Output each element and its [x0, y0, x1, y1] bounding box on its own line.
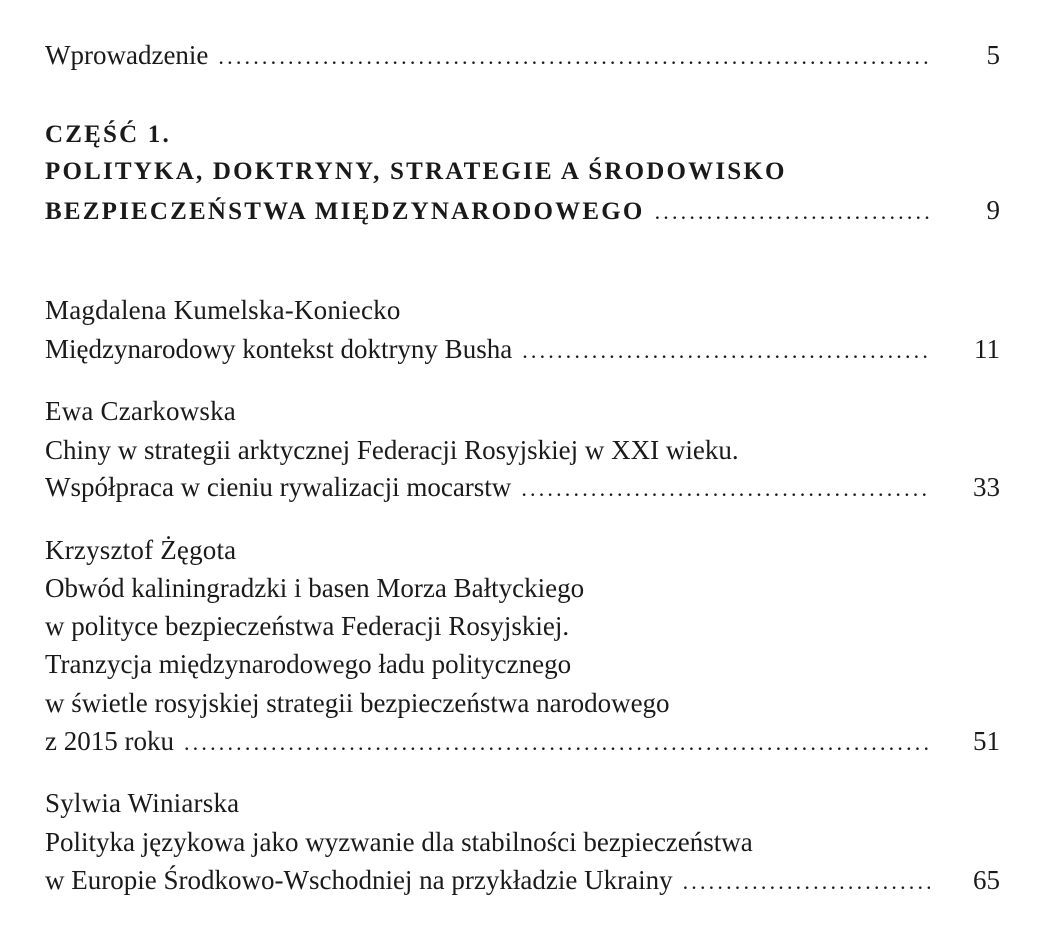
toc-entry[interactable] [45, 467, 1000, 507]
part-title-line-1: POLITYKA, DOKTRYNY, STRATEGIE A ŚRODOWISKO [45, 158, 787, 185]
dot-leader [218, 37, 930, 77]
toc-entry[interactable] [45, 860, 1000, 900]
entry-title-line: Obwód kaliningradzki i basen Morza Bałtyckiego [45, 573, 585, 603]
page-number: 65 [973, 865, 1000, 895]
page-number: 11 [974, 334, 1000, 364]
entry-title: Międzynarodowy kontekst doktryny Busha [45, 334, 513, 364]
entry-title-line: w świetle rosyjskiej strategii bezpieczeństwa narodowego [45, 688, 670, 718]
dot-leader [521, 469, 930, 509]
dot-leader [522, 331, 930, 371]
entry-author: Krzysztof Żęgota [45, 535, 237, 565]
part-title-line-2: BEZPIECZEŃSTWA MIĘDZYNARODOWEGO [45, 198, 645, 225]
entry-title-line: Chiny w strategii arktycznej Federacji Rosyjskiej w XXI wieku. [45, 435, 739, 465]
toc-entry-intro[interactable] [45, 35, 1000, 75]
toc-entry[interactable] [45, 329, 1000, 369]
dot-leader [184, 723, 930, 763]
entry-title-line: Tranzycja międzynarodowego ładu politycznego [45, 649, 572, 679]
entry-title: Wprowadzenie [45, 40, 209, 70]
part-label: CZĘŚĆ 1. [45, 121, 171, 148]
entry-title: z 2015 roku [45, 726, 174, 756]
page-number: 33 [973, 472, 1000, 502]
page-number: 9 [986, 195, 1000, 225]
entry-title: Współpraca w cieniu rywalizacji mocarstw [45, 472, 512, 502]
entry-author: Ewa Czarkowska [45, 396, 236, 426]
entry-author: Magdalena Kumelska-Koniecko [45, 295, 401, 325]
entry-title: w Europie Środkowo-Wschodniej na przykładzie Ukrainy [45, 865, 673, 895]
page-number: 51 [973, 726, 1000, 756]
dot-leader [683, 862, 930, 902]
toc-entry-part1[interactable] [45, 190, 1000, 230]
dot-leader [655, 192, 930, 232]
toc-entry[interactable] [45, 721, 1000, 761]
entry-title-line: Polityka językowa jako wyzwanie dla stabilności bezpieczeństwa [45, 827, 753, 857]
entry-title-line: w polityce bezpieczeństwa Federacji Rosyjskiej. [45, 611, 570, 641]
page-number: 5 [986, 40, 1000, 70]
entry-author: Sylwia Winiarska [45, 788, 240, 818]
